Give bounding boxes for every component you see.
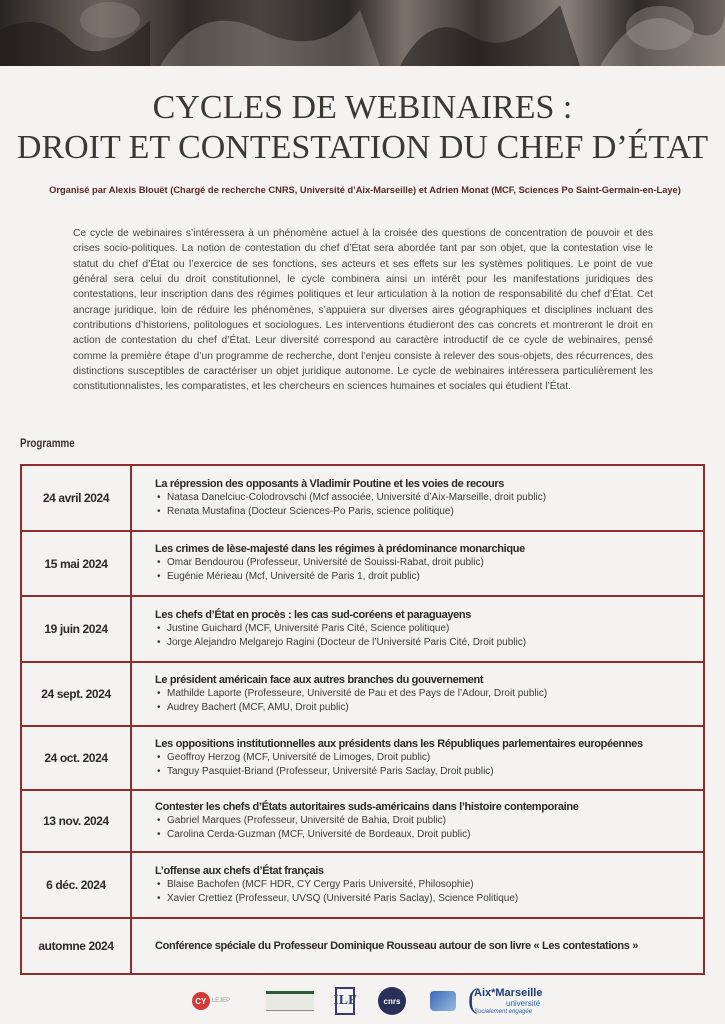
- title-line-2: DROIT ET CONTESTATION DU CHEF D’ÉTAT: [16, 129, 709, 166]
- session-date: 24 avril 2024: [22, 466, 132, 530]
- table-row: [22, 466, 703, 530]
- speaker-item: • Justine Guichard (MCF, Université Paris Cité, Science politique): [155, 622, 703, 636]
- session-content: [132, 663, 703, 725]
- aix-marseille-logo: [468, 984, 564, 1018]
- session-title: Les crimes de lèse-majesté dans les régimes à prédominance monarchique: [155, 543, 525, 555]
- speaker-item: • Jorge Alejandro Melgarejo Ragini (Docteur de l’Université Paris Cité, Droit public): [155, 636, 703, 650]
- amu-line-2: université: [506, 998, 541, 1008]
- speaker-item: • Renata Mustafina (Docteur Sciences-Po Paris, science politique): [155, 505, 703, 519]
- session-date: 19 juin 2024: [22, 597, 132, 661]
- session-title: Contester les chefs d’États autoritaires suds-américains dans l’histoire contemporaine: [155, 800, 579, 813]
- session-date: 6 déc. 2024: [22, 853, 132, 917]
- session-date: 24 oct. 2024: [22, 727, 132, 789]
- session-content: [132, 727, 703, 789]
- partner-logos: [0, 984, 725, 1020]
- session-content: [132, 791, 703, 851]
- speaker-item: • Mathilde Laporte (Professeure, Université de Pau et des Pays de l’Adour, Droit public): [155, 687, 703, 701]
- speaker-item: • Xavier Crettiez (Professeur, UVSQ (Université Paris Saclay), Science Politique): [155, 892, 703, 906]
- bar-logo-box: [266, 991, 314, 1011]
- programme-table: [20, 464, 705, 975]
- cy-lejep-logo: [186, 984, 236, 1018]
- engraving-illustration: [0, 0, 725, 66]
- cnrs-logo: [377, 984, 407, 1018]
- partner-bar-logo: [264, 984, 316, 1018]
- table-row: [22, 851, 703, 917]
- cy-logo-mark: CY: [192, 992, 210, 1010]
- session-content: [132, 853, 703, 917]
- amu-line-3: Socialement engagée: [474, 1008, 533, 1015]
- table-row: [22, 917, 703, 973]
- speaker-item: • Natasa Danelciuc-Colodrovschi (Mcf associée, Université d’Aix-Marseille, droit public): [155, 491, 703, 505]
- title-line-1: CYCLES DE WEBINAIRES :: [152, 89, 573, 126]
- ilf-logo-box: ILF: [335, 987, 355, 1015]
- table-row: [22, 789, 703, 851]
- sciences-po-logo-shape: [430, 991, 456, 1011]
- table-row: [22, 530, 703, 595]
- ilf-logo: [332, 984, 358, 1018]
- session-date: 24 sept. 2024: [22, 663, 132, 725]
- speaker-item: • Carolina Cerda-Guzman (MCF, Université de Bordeaux, Droit public): [155, 828, 703, 842]
- sciences-po-logo: [427, 984, 459, 1018]
- session-title: Conférence spéciale du Professeur Dominique Rousseau autour de son livre « Les contestations »: [155, 939, 639, 952]
- cnrs-logo-circle: cnrs: [378, 987, 406, 1015]
- amu-bracket-icon: (: [468, 984, 478, 1015]
- speaker-item: • Tanguy Pasquiet-Briand (Professeur, Université Paris Saclay, Droit public): [155, 765, 703, 779]
- speaker-item: • Blaise Bachofen (MCF HDR, CY Cergy Paris Université, Philosophie): [155, 878, 703, 892]
- header-engraving-banner: [0, 0, 725, 66]
- page-title: [0, 88, 725, 168]
- table-row: [22, 661, 703, 725]
- organizers-line: Organisé par Alexis Blouët (Chargé de recherche CNRS, Université d’Aix-Marseille) et Adrien Monat (MCF, Sciences Po Saint-Germain-en-Laye): [49, 185, 681, 195]
- programme-heading: Programme: [20, 436, 75, 450]
- speaker-item: • Omar Bendourou (Professeur, Université de Souissi-Rabat, droit public): [155, 556, 703, 570]
- cy-logo-sub: LEJEP: [211, 998, 231, 1004]
- session-title: Les oppositions institutionnelles aux présidents dans les Républiques parlementaires européennes: [155, 737, 643, 750]
- table-row: [22, 725, 703, 789]
- session-content: [132, 466, 703, 530]
- session-date: automne 2024: [22, 919, 132, 973]
- session-date: 15 mai 2024: [22, 532, 132, 595]
- session-title: Le président américain face aux autres branches du gouvernement: [155, 673, 484, 686]
- session-title: Les chefs d’État en procès : les cas sud-coréens et paraguayens: [155, 608, 472, 621]
- speaker-item: • Audrey Bachert (MCF, AMU, Droit public): [155, 701, 703, 715]
- session-title: La répression des opposants à Vladimir Poutine et les voies de recours: [155, 477, 505, 490]
- session-date: 13 nov. 2024: [22, 791, 132, 851]
- session-title: L’offense aux chefs d’État français: [155, 864, 324, 877]
- session-content: [132, 597, 703, 661]
- speaker-item: • Geoffroy Herzog (MCF, Université de Limoges, Droit public): [155, 751, 703, 765]
- table-row: [22, 595, 703, 661]
- session-content: [132, 532, 703, 595]
- intro-paragraph: Ce cycle de webinaires s’intéressera à un phénomène actuel à la croisée des questions de concentration de pouvoir et des crises socio-politiques. La notion de contestation du chef d’État sera abordée tant par son objet, que la contestation vise le statut du chef d’État ou l’exercice de ses fonctions, ses acteurs et ses effets sur les systèmes politiques. Le point de vue général sera celui du droit constitutionnel, le cycle combinera ainsi un intérêt pour les manifestations juridiques des contestations, leur inscription dans des régimes politiques et leur articulation à la notion de responsabilité du chef d’État. Cet ancrage juridique, loin de réduire les phénomènes, s’appuiera sur diverses aires géographiques et disciplines incluant des contributions d’historiens, politologues et sociologues. Les interventions étudieront des cas concrets et montreront le droit en action de contestation du chef d’État. Leur diversité correspond au caractère introductif de ce cycle de webinaires, pensé comme la première étape d’un programme de recherche, dont l’enjeu consiste à relever des sous-objets, des récurrences, des distinctions susceptibles de caractériser un objet juridique autonome. Le cycle de webinaires intéressera particulièrement les constitutionnalistes, les comparatistes, et les chercheurs en sciences humaines et sociales qui étudient l’État.: [73, 228, 653, 393]
- speaker-item: • Gabriel Marques (Professeur, Université de Bahia, Droit public): [155, 814, 703, 828]
- session-content: [132, 919, 703, 973]
- amu-line-1: Aix*Marseille: [474, 986, 543, 999]
- speaker-item: • Eugénie Mérieau (Mcf, Université de Paris 1, droit public): [155, 570, 703, 584]
